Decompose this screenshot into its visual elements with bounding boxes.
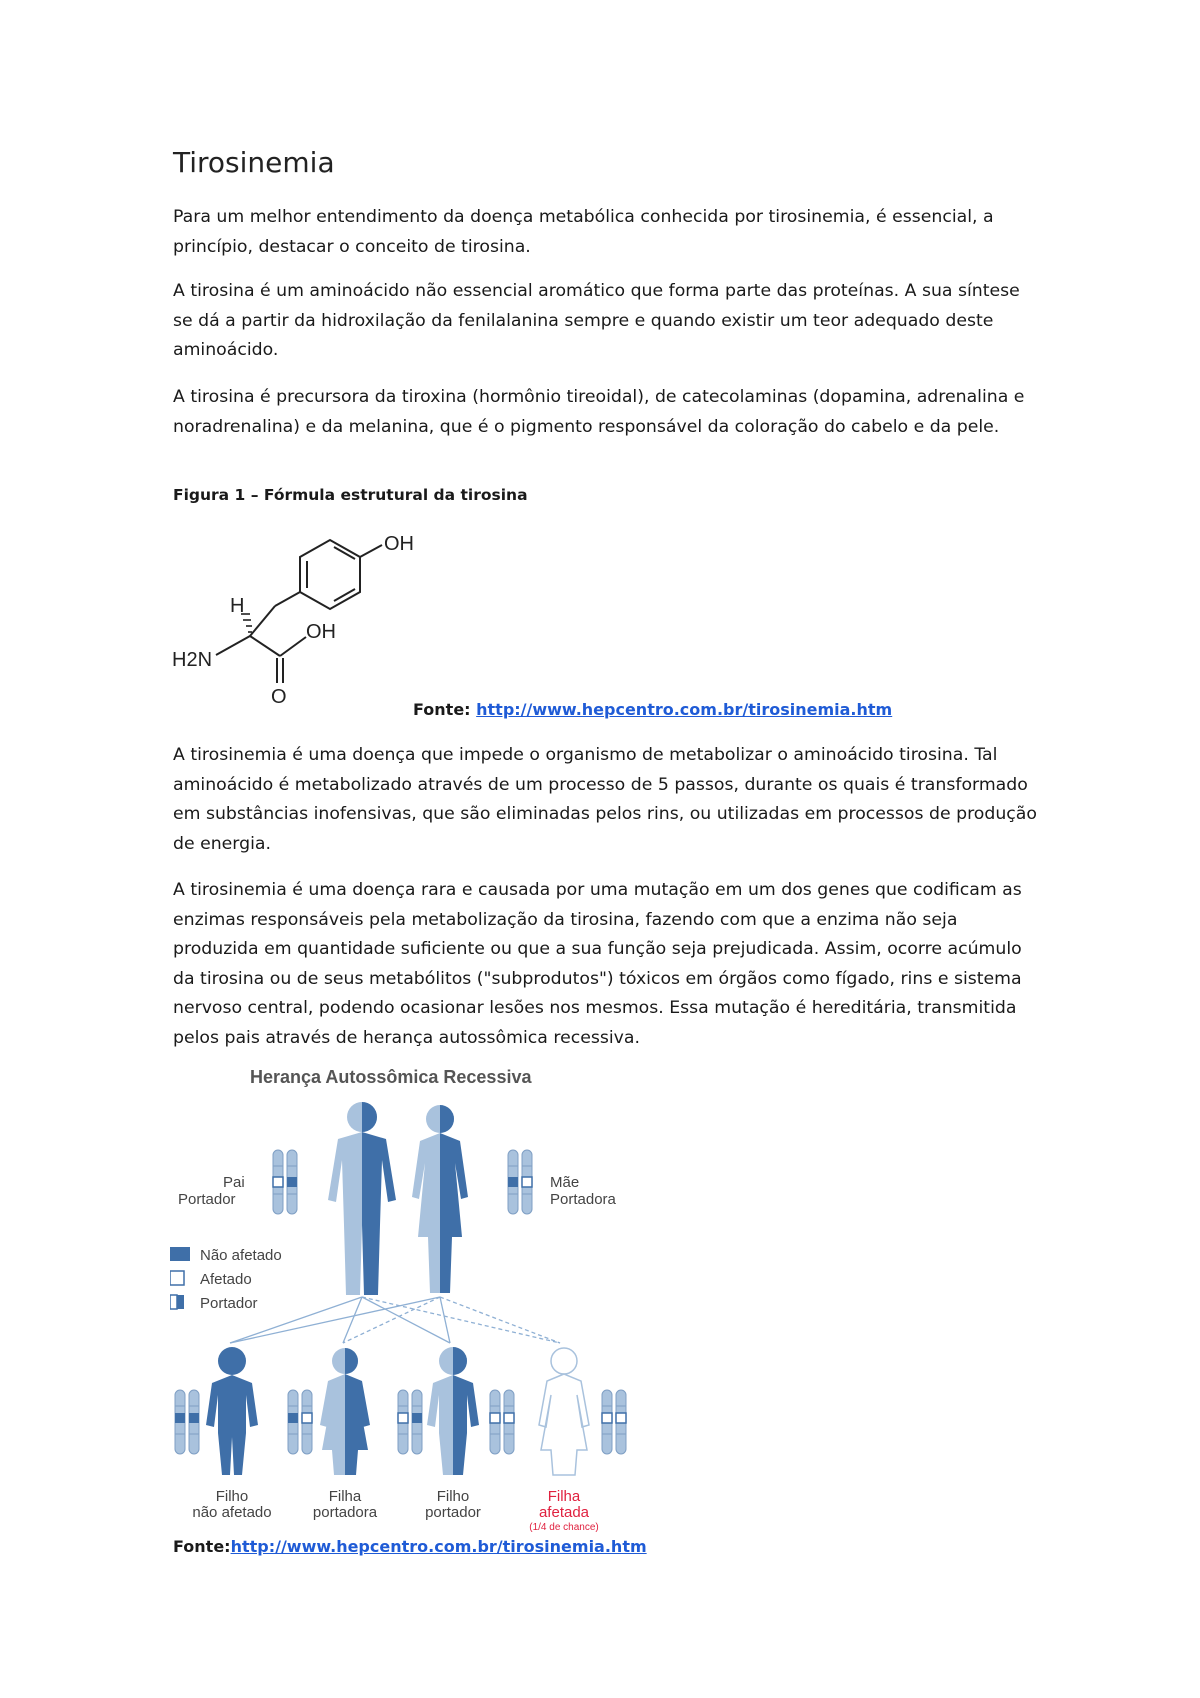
legend-swatch-affected [170,1271,184,1285]
child1-status: não afetado [192,1504,272,1521]
figure1-source [413,700,892,719]
child3-label: Filho [436,1488,470,1505]
page-title: Tirosinemia [173,146,335,179]
figure2-source-link[interactable]: http://www.hepcentro.com.br/tirosinemia.htm [230,1537,647,1556]
figure2-source [173,1537,647,1556]
hydrogen-label: H [230,595,245,617]
paragraph-tyrosine-precursor: A tirosina é precursora da tiroxina (hormônio tireoidal), de catecolaminas (dopamina, adrenalina e noradrenalina) e da melanina, que é o pigmento responsável da coloração do cabelo e da pele. [173,387,1025,437]
child-unaffected-boy [175,1347,258,1475]
child3-status: portador [425,1504,481,1521]
hydroxyl-label: OH [384,533,414,555]
father-chromosomes [273,1150,297,1214]
child4-label: Filha [547,1488,581,1505]
carboxyl-bond [250,636,280,656]
figure1-source-label: Fonte: [413,700,471,719]
ring-double-bond [334,589,355,601]
child1-label: Filho [215,1488,249,1505]
ch2-bond [275,592,300,606]
hydroxyl-bond [360,545,382,557]
acid-hydroxyl-label: OH [306,621,336,643]
mother-chromosomes [508,1150,532,1214]
mother-figure [412,1105,468,1293]
mother-status: Portadora [550,1191,616,1208]
legend-swatch-carrier-left [170,1295,177,1309]
child-carrier-boy [398,1347,514,1475]
tyrosine-structure-figure [170,520,430,710]
amine-bond [216,636,250,655]
inheritance-diagram [170,1065,640,1535]
father-figure [328,1102,396,1295]
alpha-carbon-bond [250,606,275,636]
figure1-source-link[interactable]: http://www.hepcentro.com.br/tirosinemia.htm [476,700,893,719]
child4-chance-note: (1/4 de chance) [529,1522,599,1533]
mother-label: Mãe [550,1174,580,1191]
father-status: Portador [178,1191,236,1208]
benzene-ring [300,540,360,609]
legend-carrier: Portador [200,1295,258,1312]
legend [170,1247,282,1312]
figure1-caption: Figura 1 – Fórmula estrutural da tirosina [173,486,528,504]
paragraph-tyrosine-definition: A tirosina é um aminoácido não essencial aromático que forma parte das proteínas. A sua síntese se dá a partir da hidroxilação da fenilalanina sempre e quando existir um teor adequado deste aminoácido. [173,281,1020,360]
figure2-source-label: Fonte: [173,1537,231,1556]
legend-swatch-carrier-right [177,1295,184,1309]
paragraph-disease-cause: A tirosinemia é uma doença rara e causada por uma mutação em um dos genes que codificam as enzimas responsáveis pela metabolização da tirosina, fazendo com que a enzima não seja produzida em quantidade suficiente ou que a sua função seja prejudicada. Assim, ocorre acúmulo da tirosina ou de seus metabólitos ("subprodutos") tóxicos em órgãos como fígado, rins e sistema nervoso central, podendo ocasionar lesões nos mesmos. Essa mutação é hereditária, transmitida pelos pais através de herança autossômica recessiva. [173,880,1022,1048]
child2-status: portadora [312,1504,378,1521]
amine-label: H2N [172,649,213,671]
child2-label: Filha [328,1488,362,1505]
inheritance-lines [230,1297,560,1343]
paragraph-intro: Para um melhor entendimento da doença metabólica conhecida por tirosinemia, é essencial, a princípio, destacar o conceito de tirosina. [173,207,994,257]
child-carrier-girl [288,1348,370,1475]
legend-swatch-unaffected [170,1247,190,1261]
acid-oh-bond [280,637,306,656]
legend-unaffected: Não afetado [200,1247,282,1264]
father-label: Pai [223,1174,245,1191]
child4-status: afetada [538,1504,590,1521]
legend-affected: Afetado [200,1271,252,1288]
diagram-title: Herança Autossômica Recessiva [250,1067,532,1087]
paragraph-disease-description: A tirosinemia é uma doença que impede o organismo de metabolizar o aminoácido tirosina. Tal aminoácido é metabolizado através de um processo de 5 passos, durante os quais é transformado em substâncias inofensivas, que são eliminadas pelos rins, ou utilizadas em processos de produção de energia. [173,745,1037,854]
oxygen-label: O [271,686,287,708]
